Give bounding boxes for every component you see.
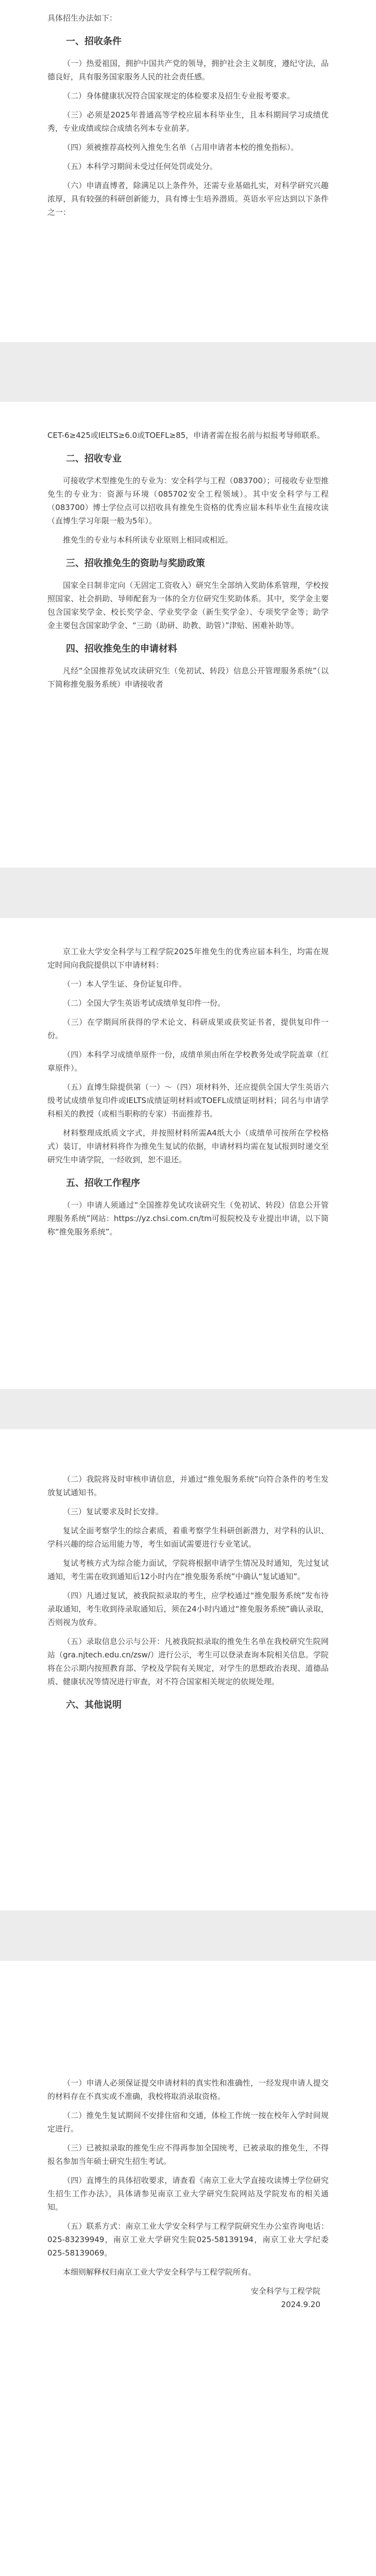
section-heading: 一、招收条件 — [66, 36, 122, 47]
body-paragraph: 凡经“全国推荐免试攻读研究生（免初试、转段）信息公开管理服务系统”（以下简称推免服务系统）申请接收者 — [47, 666, 329, 689]
body-paragraph: 京工业大学安全科学与工程学院2025年推免生的优秀应届本科生，均需在规定时间向我院提供以下申请材料： — [47, 947, 329, 970]
body-paragraph: （一）申请人须通过“全国推荐免试攻读研究生（免初试、转段）信息公开管理服务系统”网站：https://yz.chsi.com.cn/tm可报院校及专业提出申请，以下简称“推免服务系统”。 — [47, 1200, 329, 1236]
body-paragraph: 具体招生办法如下： — [47, 13, 117, 23]
body-paragraph: （五）直博生除提供第（一）～（四）项材料外，还应提供全国大学生英语六级考试成绩单复印件或IELTS成绩证明材料或TOEFL成绩证明材料；同名与申请学科相关的教授（或相当职称的专家）书面推荐书。 — [47, 1082, 329, 1118]
body-paragraph: 可接收学术型推免生的专业为：安全科学与工程（083700）；可接收专业型推免生的专业为：资源与环境（085702安全工程领域）。其中安全科学与工程（083700）博士学位点可以招收具有推免生资格的优秀应届本科毕业生直接攻读（直博生学习年限一般为5年）。 — [47, 476, 329, 526]
body-paragraph: （五）录取信息公示与公开：凡被我院拟录取的推免生名单在我校研究生院网站（gra.njtech.edu.cn/zsw/）进行公示，考生可以登录查询本院相关信息。学院将在公示期内按照教育部、学校及学院有关规定，对学生的思想政治表现、道德品质、健康状况等情况进行审查，对不符合国家相关规定的依规处理。 — [47, 1637, 329, 1686]
document-page-2 — [0, 402, 376, 868]
body-paragraph: （三）复试要求及时长安排。 — [63, 1507, 164, 1516]
body-paragraph: （二）身体健康状况符合国家规定的体检要求及招生专业报考要求。 — [63, 91, 295, 100]
body-paragraph: 国家全日制非定向（无固定工资收入）研究生全部纳入奖助体系管理，学校按照国家、社会捐助、导师配套为一体的全方位研究生奖助体系。其中，奖学金主要包含国家奖学金、校长奖学金、学业奖学金（新生奖学金）、专项奖学金等；助学金主要包含国家助学金、“三助（助研、助教、助管）”津贴、困难补助等。 — [47, 581, 329, 630]
body-paragraph: （一）热爱祖国，拥护中国共产党的领导，拥护社会主义制度，遵纪守法，品德良好，具有服务国家服务人民的社会责任感。 — [47, 59, 329, 81]
document-page-3 — [0, 918, 376, 1389]
signature-line: 2024.9.20 — [281, 2300, 320, 2309]
section-heading: 四、招收推免生的申请材料 — [66, 643, 177, 654]
body-paragraph: （一）申请人必须保证提交申请材料的真实性和准确性，一经发现申请人提交的材料存在不真实或不准确，我校将取消录取资格。 — [47, 2078, 329, 2101]
body-paragraph: （四）须被推荐高校列入推免生名单（占用申请者本校的推免指标）。 — [63, 143, 299, 152]
section-heading: 五、招收工作程序 — [66, 1178, 140, 1189]
body-paragraph: 材料整理成纸质文字式，并按照材料所需A4纸大小（成绩单可按所在学校格式）装订，申请材料将作为推免生复试的依据，申请材料均需在复试报到时递交至研究生申请学院，一经收到，恕不退还。 — [47, 1128, 329, 1164]
body-paragraph: （四）直博生的具体招收要求，请查看《南京工业大学直接攻读博士学位研究生招生工作办法》，具体请参见南京工业大学研究生院网站及学院发布的相关通知。 — [47, 2176, 329, 2212]
body-paragraph: （二）我院将及时审核申请信息，并通过“推免服务系统”向符合条件的考生发放复试通知书。 — [47, 1475, 329, 1497]
body-paragraph: CET-6≥425或IELTS≥6.0或TOEFL≥85，申请者需在报名前与拟报考导师联系。 — [47, 431, 325, 440]
body-paragraph: 推免生的专业与本科所读专业原则上相同或相近。 — [63, 535, 233, 545]
body-paragraph: （二）全国大学生英语考试成绩单复印件一份。 — [63, 998, 226, 1008]
document-page-1 — [0, 0, 376, 342]
section-heading: 二、招收专业 — [66, 453, 122, 464]
section-heading: 六、其他说明 — [66, 1700, 122, 1710]
body-paragraph: （三）已被拟录取的推免生应不得再参加全国统考，已被录取的推免生，不得报名参加当年硕士研究生招生考试。 — [47, 2143, 329, 2166]
body-paragraph: 本细则解释权归南京工业大学安全科学与工程学院所有。 — [63, 2267, 257, 2277]
section-heading: 三、招收推免生的资助与奖励政策 — [66, 558, 205, 569]
signature-line: 安全科学与工程学院 — [250, 2286, 320, 2296]
body-paragraph: （六）申请直博者，除满足以上条件外，还需专业基础扎实，对科学研究兴趣浓厚，具有较强的科研创新能力，具有博士生培养潜质。英语水平应达到以下条件之一： — [47, 181, 329, 217]
document-page-4 — [0, 1429, 376, 1910]
body-paragraph: 复试全面考察学生的综合素质，着重考察学生科研创新潜力，对学科的认识、学科兴趣的综合运用能力等，考生如面试需要进行专业笔试。 — [47, 1526, 329, 1549]
body-paragraph: 复试考核方式为综合能力面试，学院将根据申请学生情况及时通知，先过复试通知，考生需在收到通知后12小时内在“推免服务系统”中确认“复试通知”。 — [47, 1558, 329, 1581]
body-paragraph: （三）在学期间所获得的学术论文、科研成果或获奖证书者，提供复印件一份。 — [47, 1018, 329, 1040]
body-paragraph: （五）本科学习期间未受过任何处罚或处分。 — [63, 162, 218, 171]
body-paragraph: （一）本人学生证、身份证复印件。 — [63, 979, 187, 989]
document-page-5 — [0, 1961, 376, 2576]
body-paragraph: （四）凡通过复试，被我院拟录取的考生，应学校通过“推免服务系统”发布待录取通知，考生收到待录取通知后，须在24小时内通过“推免服务系统”确认录取，否则视为放弃。 — [47, 1591, 329, 1627]
body-paragraph: （三）必须是2025年普通高等学校应届本科毕业生，且本科期间学习成绩优秀，专业成绩或综合成绩名列本专业前茅。 — [47, 110, 329, 133]
body-paragraph: （五）联系方式：南京工业大学安全科学与工程学院研究生办公室咨询电话：025-83239949，南京工业大学研究生院025-58139194，南京工业大学纪委025-58139069。 — [47, 2222, 329, 2258]
body-paragraph: （二）推免生复试期间不安排住宿和交通，体检工作统一按在校年入学时间规定进行。 — [47, 2111, 329, 2133]
body-paragraph: （四）本科学习成绩单原件一份，成绩单须由所在学校教务处或学院盖章（红章原件）。 — [47, 1050, 329, 1073]
